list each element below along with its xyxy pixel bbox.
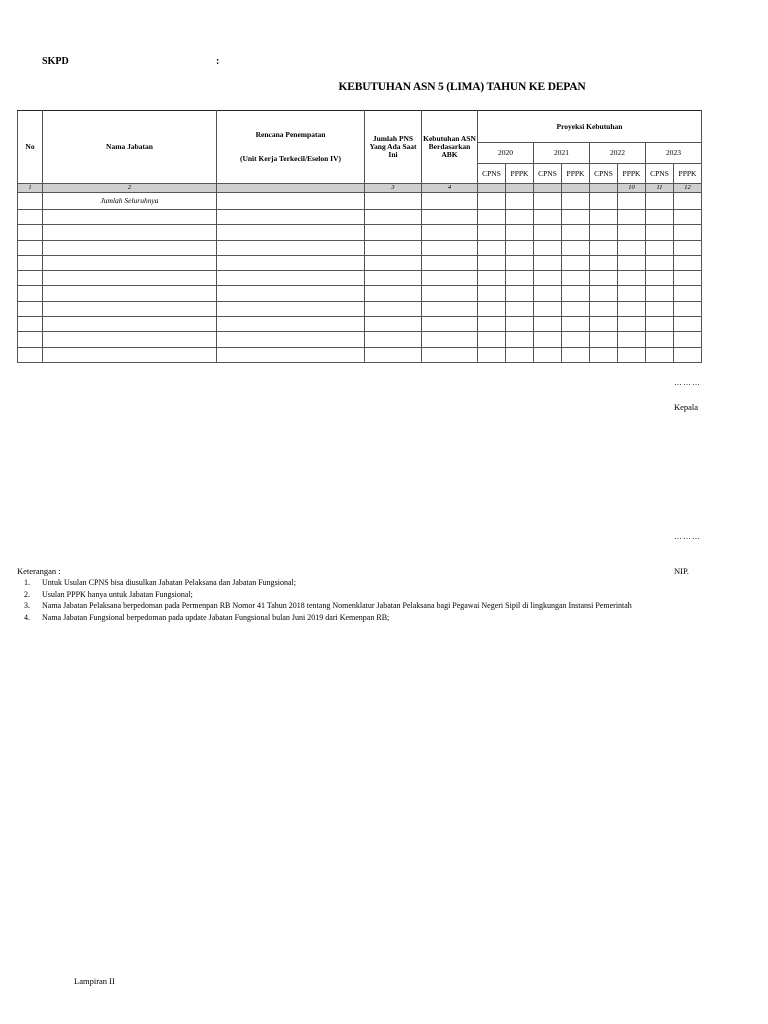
column-number (590, 184, 618, 193)
table-cell (674, 317, 702, 332)
header-pppk-2022: PPPK (618, 164, 646, 184)
table-cell (422, 332, 478, 347)
table-cell (618, 193, 646, 210)
table-cell (365, 193, 422, 210)
header-jumlah-pns: Jumlah PNS Yang Ada Saat Ini (365, 111, 422, 184)
table-cell (646, 240, 674, 255)
table-row (18, 225, 702, 240)
table-cell (618, 286, 646, 301)
table-row (18, 301, 702, 316)
note-item (24, 578, 632, 590)
table-cell (534, 286, 562, 301)
column-number: 2 (43, 184, 217, 193)
table-cell (562, 193, 590, 210)
table-cell (478, 347, 506, 362)
attachment-label: Lampiran II (74, 976, 115, 986)
table-cell (590, 347, 618, 362)
table-cell (534, 193, 562, 210)
table-cell (534, 240, 562, 255)
table-cell (618, 225, 646, 240)
header-year-2023: 2023 (646, 143, 702, 164)
table-cell (365, 347, 422, 362)
skpd-label: SKPD (42, 56, 69, 67)
table-cell (422, 286, 478, 301)
table-cell (618, 301, 646, 316)
table-cell (18, 225, 43, 240)
signature-name: ……… (674, 532, 701, 541)
notes-title: Keterangan : (17, 566, 61, 576)
table-cell (674, 240, 702, 255)
table-cell (674, 286, 702, 301)
column-number: 12 (674, 184, 702, 193)
header-kebutuhan-asn: Kebutuhan ASN Berdasarkan ABK (422, 111, 478, 184)
table-cell (365, 225, 422, 240)
table-cell (506, 193, 534, 210)
note-item (24, 613, 632, 625)
table-cell (478, 332, 506, 347)
total-row (18, 193, 702, 210)
table-cell (646, 193, 674, 210)
header-cpns-2021: CPNS (534, 164, 562, 184)
table-cell (534, 347, 562, 362)
table-cell (365, 271, 422, 286)
table-cell (562, 286, 590, 301)
table-cell (674, 332, 702, 347)
table-row (18, 332, 702, 347)
table-cell (674, 193, 702, 210)
table-cell (478, 225, 506, 240)
table-cell (43, 317, 217, 332)
table-cell (674, 271, 702, 286)
table-cell (478, 255, 506, 270)
table-cell (590, 332, 618, 347)
table-cell (478, 286, 506, 301)
header-cpns-2020: CPNS (478, 164, 506, 184)
table-cell (590, 317, 618, 332)
table-cell (478, 210, 506, 225)
table-cell (217, 210, 365, 225)
table-cell (422, 240, 478, 255)
table-cell (365, 301, 422, 316)
table-cell (217, 271, 365, 286)
header-proyeksi-kebutuhan: Proyeksi Kebutuhan (478, 111, 702, 143)
column-number (562, 184, 590, 193)
document-title: KEBUTUHAN ASN 5 (LIMA) TAHUN KE DEPAN (338, 81, 586, 93)
table-cell (422, 317, 478, 332)
table-cell (674, 210, 702, 225)
column-number-row (18, 184, 702, 193)
column-number: 11 (646, 184, 674, 193)
table-cell (478, 271, 506, 286)
table-cell (217, 347, 365, 362)
table-cell (534, 317, 562, 332)
table-cell (365, 255, 422, 270)
table-cell (674, 301, 702, 316)
table-cell (646, 301, 674, 316)
table-cell (43, 271, 217, 286)
table-cell (18, 193, 43, 210)
note-item (24, 601, 632, 613)
table-cell (43, 225, 217, 240)
table-cell (534, 255, 562, 270)
table-cell (478, 240, 506, 255)
column-number (478, 184, 506, 193)
note-item (24, 590, 632, 602)
table-row (18, 240, 702, 255)
column-number: 1 (18, 184, 43, 193)
table-cell (562, 240, 590, 255)
table-cell (18, 317, 43, 332)
table-cell (18, 332, 43, 347)
column-number: 4 (422, 184, 478, 193)
note-text: Usulan PPPK hanya untuk Jabatan Fungsional; (42, 589, 193, 599)
table-cell (422, 301, 478, 316)
table-cell (365, 317, 422, 332)
table-cell (590, 255, 618, 270)
table-cell (674, 225, 702, 240)
table-row (18, 317, 702, 332)
table-cell (365, 240, 422, 255)
table-cell (506, 286, 534, 301)
table-body (18, 184, 702, 363)
table-cell (43, 301, 217, 316)
skpd-colon: : (216, 56, 220, 67)
header-year-2022: 2022 (590, 143, 646, 164)
note-text: Untuk Usulan CPNS bisa diusulkan Jabatan Pelaksana dan Jabatan Fungsional; (42, 578, 296, 587)
signature-nip: NIP. (674, 566, 689, 576)
table-cell (534, 301, 562, 316)
table-cell (217, 255, 365, 270)
table-cell (217, 225, 365, 240)
table-cell (18, 255, 43, 270)
table-cell (217, 301, 365, 316)
note-number: 3. (24, 601, 30, 610)
table-cell (506, 332, 534, 347)
table-cell (590, 271, 618, 286)
table-cell (646, 317, 674, 332)
column-number: 3 (365, 184, 422, 193)
table-cell (646, 286, 674, 301)
note-text: Nama Jabatan Fungsional berpedoman pada update Jabatan Fungsional bulan Juni 2019 dari Kemenpan RB; (42, 612, 390, 622)
header-pppk-2023: PPPK (674, 164, 702, 184)
table-cell (534, 271, 562, 286)
table-cell (618, 332, 646, 347)
header-pppk-2021: PPPK (562, 164, 590, 184)
note-text: Nama Jabatan Pelaksana berpedoman pada Permenpan RB Nomor 41 Tahun 2018 tentang Nomenklatur Jabatan Pelaksana bagi Pegawai Negeri Sipil di lingkungan Instansi Pemerintah (42, 601, 632, 610)
table-cell (590, 225, 618, 240)
header-rencana-penempatan (217, 111, 365, 184)
table-cell (478, 317, 506, 332)
table-row (18, 286, 702, 301)
table-cell (590, 193, 618, 210)
table-cell (506, 301, 534, 316)
header-year-2021: 2021 (534, 143, 590, 164)
header-year-2020: 2020 (478, 143, 534, 164)
table-cell (478, 301, 506, 316)
table-cell (562, 225, 590, 240)
table-cell (590, 286, 618, 301)
table-cell (506, 271, 534, 286)
table-cell (422, 225, 478, 240)
table-row (18, 271, 702, 286)
signature-place-date: ……… (674, 378, 701, 387)
table-cell (646, 225, 674, 240)
table-cell (422, 255, 478, 270)
table-cell (534, 225, 562, 240)
table-cell (18, 240, 43, 255)
table-cell (506, 317, 534, 332)
table-cell (618, 240, 646, 255)
table-cell (562, 347, 590, 362)
column-number (217, 184, 365, 193)
header-cpns-2022: CPNS (590, 164, 618, 184)
table-cell (562, 210, 590, 225)
header-nama-jabatan: Nama Jabatan (43, 111, 217, 184)
table-cell (590, 210, 618, 225)
note-number: 4. (24, 612, 30, 622)
table-cell (674, 347, 702, 362)
table-cell (506, 255, 534, 270)
table-cell (43, 210, 217, 225)
table-cell (422, 193, 478, 210)
table-cell (618, 210, 646, 225)
table-cell (217, 286, 365, 301)
column-number (506, 184, 534, 193)
table-cell (618, 317, 646, 332)
table-cell (506, 225, 534, 240)
table-cell (18, 271, 43, 286)
table-cell (43, 347, 217, 362)
table-cell (43, 255, 217, 270)
table-cell (365, 286, 422, 301)
table-cell (618, 347, 646, 362)
table-cell (478, 193, 506, 210)
table-row (18, 255, 702, 270)
table-cell (562, 271, 590, 286)
table-cell (646, 347, 674, 362)
table-cell (43, 240, 217, 255)
table-cell (43, 286, 217, 301)
table-cell (18, 347, 43, 362)
table-cell (217, 240, 365, 255)
table-cell (506, 347, 534, 362)
table-cell (18, 286, 43, 301)
table-cell (674, 255, 702, 270)
table-cell (217, 332, 365, 347)
table-cell (534, 332, 562, 347)
table-cell (18, 301, 43, 316)
table-cell (618, 271, 646, 286)
table-cell (217, 317, 365, 332)
total-label: Jumlah Seluruhnya (43, 193, 217, 210)
column-number: 10 (618, 184, 646, 193)
header-rencana-line2: (Unit Kerja Terkecil/Eselon IV) (239, 154, 342, 163)
table-cell (618, 255, 646, 270)
header-pppk-2020: PPPK (506, 164, 534, 184)
table-cell (43, 332, 217, 347)
table-cell (422, 210, 478, 225)
table-cell (562, 332, 590, 347)
table-cell (590, 301, 618, 316)
table-cell (506, 210, 534, 225)
table-cell (217, 193, 365, 210)
signature-title: Kepala (674, 402, 699, 412)
table-cell (422, 347, 478, 362)
table-cell (506, 240, 534, 255)
header-rencana-line1: Rencana Penempatan (255, 130, 326, 140)
table-row (18, 210, 702, 225)
table-cell (646, 271, 674, 286)
header-no: No (18, 111, 43, 184)
note-number: 2. (24, 589, 30, 599)
note-number: 1. (24, 578, 30, 587)
kebutuhan-asn-table (17, 110, 702, 363)
header-cpns-2023: CPNS (646, 164, 674, 184)
table-cell (646, 210, 674, 225)
table-cell (562, 255, 590, 270)
table-cell (534, 210, 562, 225)
table-cell (590, 240, 618, 255)
column-number (534, 184, 562, 193)
table-cell (646, 332, 674, 347)
table-cell (422, 271, 478, 286)
table-cell (646, 255, 674, 270)
notes-list (24, 578, 632, 624)
table-cell (562, 301, 590, 316)
table-cell (18, 210, 43, 225)
table-row (18, 347, 702, 362)
table-cell (562, 317, 590, 332)
table-cell (365, 332, 422, 347)
table-cell (365, 210, 422, 225)
